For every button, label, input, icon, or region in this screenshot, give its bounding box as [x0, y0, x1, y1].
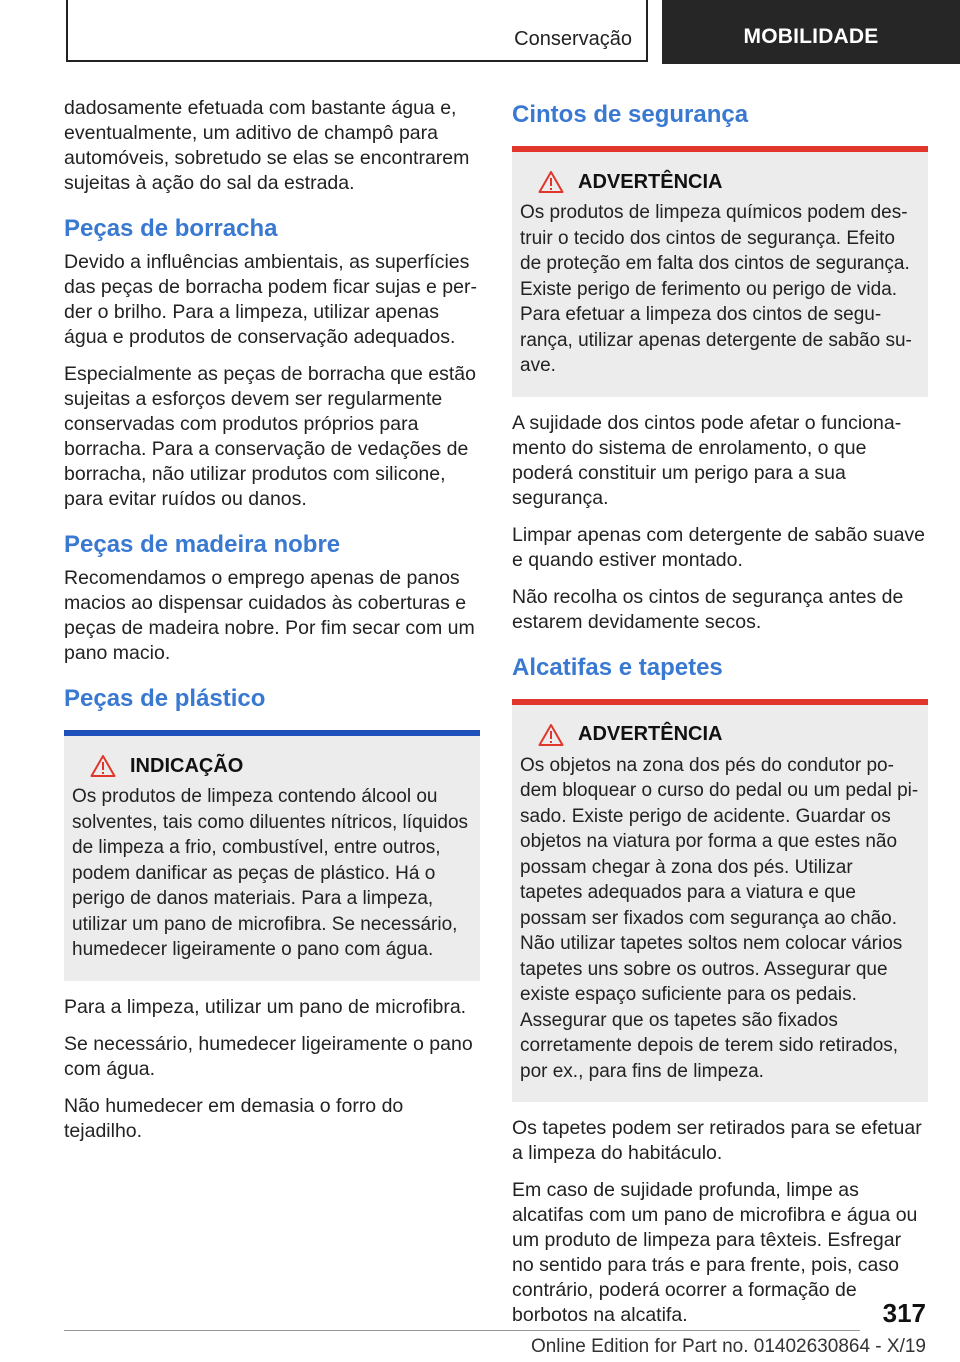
- plastic-paragraph-2: Se necessário, humedecer ligeiramente o pano com água.: [64, 1032, 473, 1080]
- note-title-row: [72, 754, 472, 778]
- warning-title-row: [520, 170, 920, 194]
- rubber-paragraph-1: Devido a influências ambientais, as superfícies das peças de borracha podem ficar sujas e perder o brilho. Para a limpeza, utilizar apenas água e produtos de conservação adequados.: [64, 251, 477, 348]
- mats-paragraph-1: Os tapetes podem ser retirados para se efetuar a limpeza do habitáculo.: [512, 1117, 922, 1164]
- left-column: [64, 96, 480, 1156]
- edition-footer: Online Edition for Part no. 01402630864 - X/19: [530, 1336, 926, 1357]
- heading-carpets-mats: Alcatifas e tapetes: [512, 653, 723, 681]
- page-number: 317: [882, 1298, 926, 1328]
- note-text: Os produtos de limpeza contendo álcool ou solventes, tais como diluentes nítricos, líquidos de limpeza a frio, combustível, entre outros, podem danificar as peças de plástico. Há o perigo de danos materiais. Para a limpeza, utilizar um pano de microfibra. Se necessário, humedecer ligeiramente o pano com água.: [72, 786, 469, 960]
- heading-seat-belts: Cintos de segurança: [512, 101, 749, 128]
- warning-box-belts: [512, 146, 928, 397]
- heading-plastic-parts: Peças de plástico: [64, 685, 266, 712]
- mats-paragraph-2: Em caso de sujidade profunda, limpe as alcatifas com um pano de microfibra e água ou um produto de limpeza para têxteis. Esfregar no sentido para trás e para frente, pois, caso contrário, poderá ocorrer a formação de borbotos na alcatifa.: [512, 1179, 918, 1326]
- intro-paragraph: dadosamente efetuada com bastante água e, eventualmente, um aditivo de champô para automóveis, sobretudo se elas se encontrarem sujeitas à ação do sal da estrada.: [64, 97, 470, 194]
- warning-title: ADVERTÊNCIA: [578, 723, 723, 745]
- heading-rubber-parts: Peças de borracha: [64, 215, 278, 242]
- wood-paragraph-1: Recomendamos o emprego apenas de panos macios ao dispensar cuidados às coberturas e peças de madeira nobre. Por fim secar com um pano macio.: [64, 567, 475, 664]
- belts-paragraph-2: Limpar apenas com detergente de sabão suave e quando estiver montado.: [512, 523, 926, 571]
- rubber-paragraph-2: Especialmente as peças de borracha que estão sujeitas a esforços devem ser regularmente conservadas com produtos próprios para borracha. Para a conservação de vedações de borracha, não utilizar produtos com silicone, para evitar ruídos ou danos.: [64, 363, 476, 510]
- warning-triangle-icon: [538, 723, 564, 747]
- belts-paragraph-1: A sujidade dos cintos pode afetar o funcionamento do sistema de enrolamento, o que poderá constituir um perigo para a sua segurança.: [512, 411, 902, 509]
- note-title: INDICAÇÃO: [130, 754, 244, 777]
- warning-title-row: [520, 723, 920, 747]
- chapter-title: MOBILIDADE: [743, 25, 879, 48]
- warning-text: Os objetos na zona dos pés do condutor podem bloquear o curso do pedal ou um pedal pisado. Existe perigo de acidente. Guardar os objetos na viatura por forma a que estes não possam chegar à zona dos pés. Utilizar tapetes adequados para a viatura e que possam ser fixados com segurança ao chão. Não utilizar tapetes soltos nem colocar vários tapetes uns sobre os outros. Assegurar que existe espaço suficiente para os pedais. Assegurar que os tapetes são fixados corretamente depois de terem sido retirados, por ex., para fins de limpeza.: [520, 754, 919, 1082]
- warning-triangle-icon: [538, 170, 564, 194]
- warning-triangle-icon: [90, 754, 116, 778]
- warning-box-mats: [512, 699, 928, 1103]
- page-header: [0, 0, 960, 66]
- plastic-paragraph-1: Para a limpeza, utilizar um pano de microfibra.: [64, 995, 467, 1018]
- note-box: [64, 730, 480, 981]
- plastic-paragraph-3: Não humedecer em demasia o forro do tejadilho.: [64, 1094, 404, 1142]
- chapter-tab: [662, 0, 960, 64]
- section-title: Conservação: [514, 28, 632, 50]
- heading-wood-parts: Peças de madeira nobre: [64, 531, 341, 558]
- warning-text: Os produtos de limpeza químicos podem destruir o tecido dos cintos de segurança. Efeito de proteção em falta dos cintos de segurança. Existe perigo de ferimento ou perigo de vida. Para efetuar a limpeza dos cintos de segurança, utilizar apenas detergente de sabão suave.: [520, 202, 912, 376]
- right-column: [512, 96, 928, 1340]
- section-header-box: [66, 0, 648, 62]
- footer-divider: [64, 1330, 860, 1331]
- warning-title: ADVERTÊNCIA: [578, 170, 723, 193]
- belts-paragraph-3: Não recolha os cintos de segurança antes de estarem devidamente secos.: [512, 585, 904, 633]
